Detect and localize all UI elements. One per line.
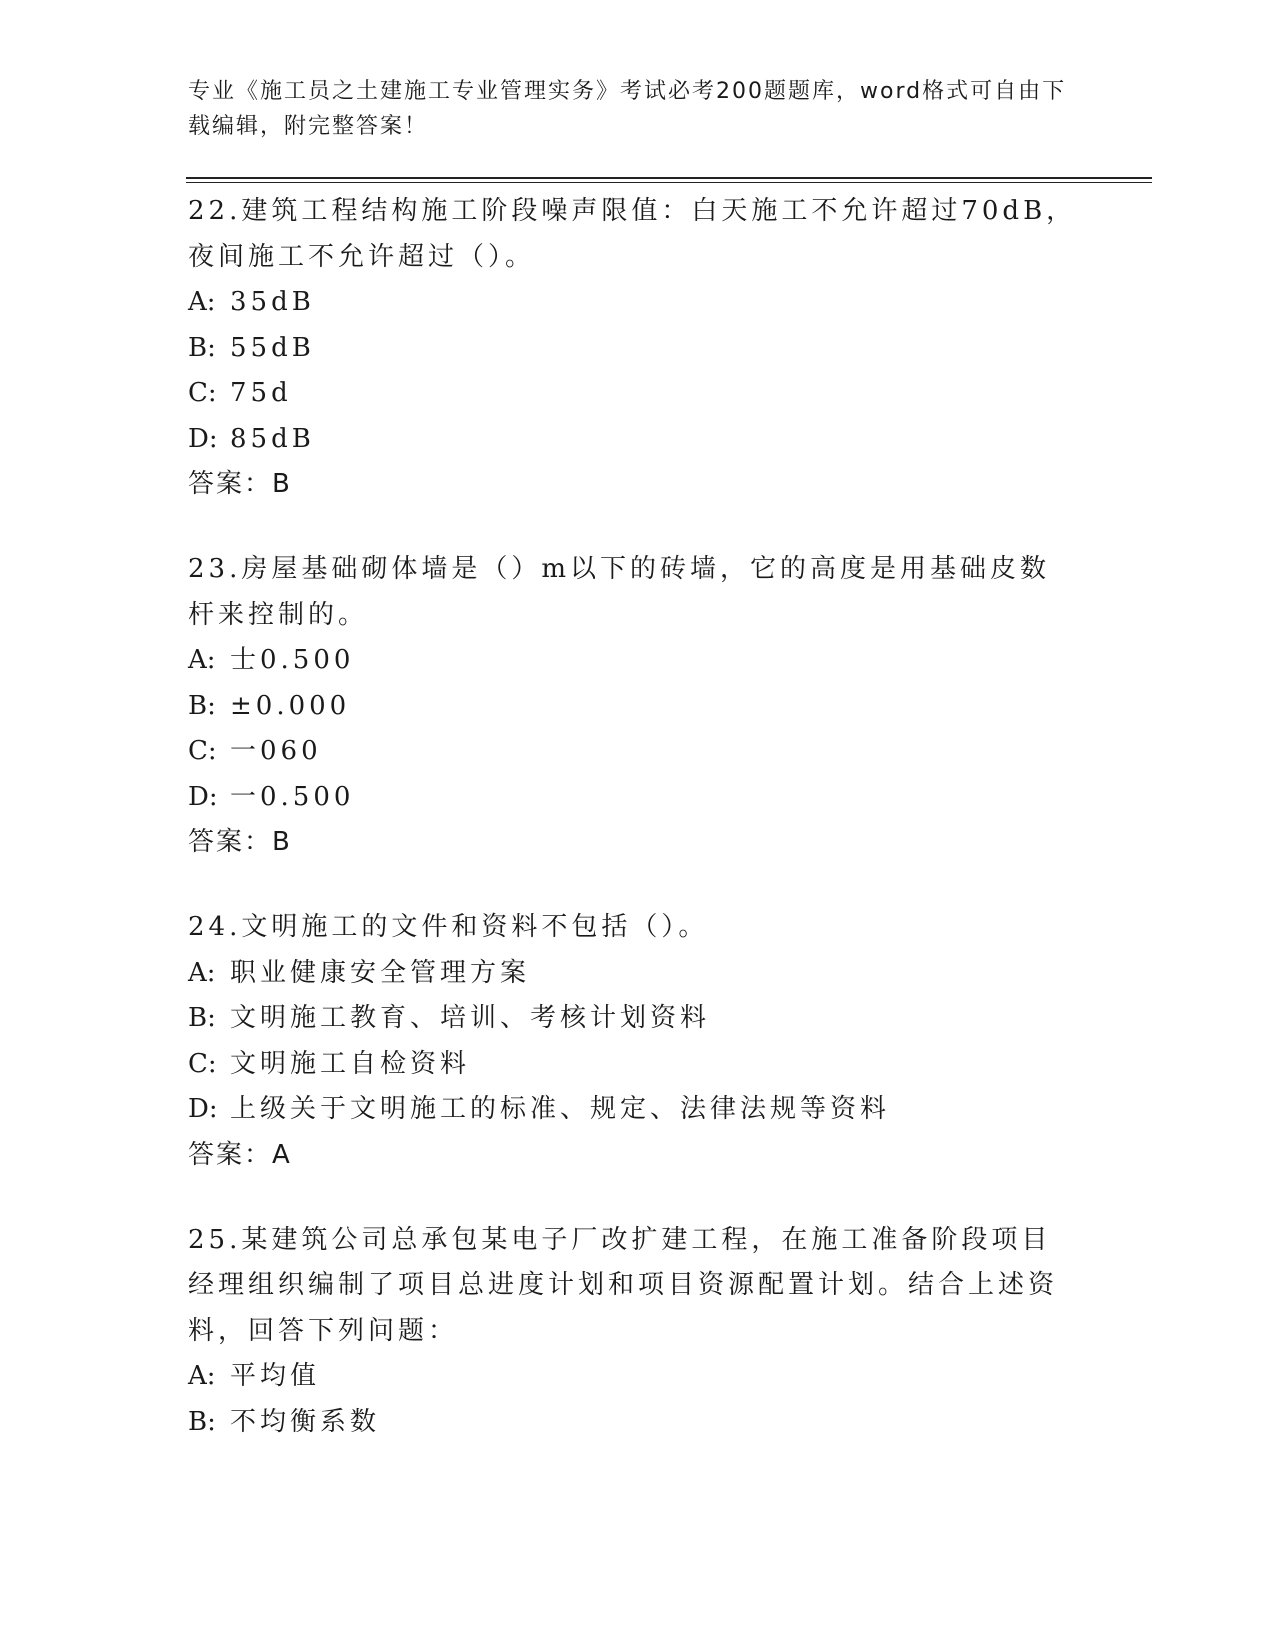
question-25 — [188, 1218, 1088, 1446]
document-header: 专业《施工员之土建施工专业管理实务》考试必考200题题库，word格式可自由下载编辑，附完整答案！ — [188, 79, 1067, 139]
option-letter: B: — [188, 1406, 216, 1437]
option-c — [188, 371, 1088, 417]
option-d — [188, 417, 1088, 463]
option-b — [188, 1400, 1088, 1446]
question-text: 24.文明施工的文件和资料不包括（）。 — [188, 912, 709, 942]
answer-line: 答案：A — [188, 1139, 292, 1170]
header-divider-thick — [186, 177, 1152, 179]
question-23 — [188, 547, 1088, 865]
option-text: ±0.000 — [230, 690, 351, 721]
header-divider-thin — [186, 182, 1152, 183]
option-b — [188, 996, 1088, 1042]
option-letter: D: — [188, 1094, 218, 1124]
option-text: 一0.500 — [230, 781, 355, 812]
option-text: 文明施工教育、培训、考核计划资料 — [230, 1003, 711, 1033]
question-text: 25.某建筑公司总承包某电子厂改扩建工程，在施工准备阶段项目经理组织编制了项目总进度计划和项目资源配置计划。结合上述资料，回答下列问题： — [188, 1224, 1059, 1346]
option-a — [188, 280, 1088, 326]
option-d — [188, 1087, 1088, 1133]
question-text: 22.建筑工程结构施工阶段噪声限值：白天施工不允许超过70dB，夜间施工不允许超过（）。 — [188, 196, 1077, 272]
option-letter: C: — [188, 736, 217, 766]
question-22 — [188, 189, 1088, 507]
option-letter: D: — [188, 781, 218, 812]
option-text: 55dB — [230, 332, 315, 363]
option-text: 士0.500 — [230, 645, 355, 675]
option-text: 文明施工自检资料 — [230, 1048, 471, 1079]
option-text: 平均值 — [230, 1361, 321, 1391]
option-letter: B: — [188, 690, 216, 721]
question-list — [188, 189, 1088, 1485]
option-c — [188, 729, 1088, 775]
option-letter: A: — [188, 957, 216, 988]
option-b — [188, 684, 1088, 730]
answer-line: 答案：B — [188, 469, 292, 499]
option-letter: C: — [188, 1048, 217, 1079]
option-letter: A: — [188, 645, 216, 675]
option-text: 上级关于文明施工的标准、规定、法律法规等资料 — [230, 1094, 891, 1124]
option-letter: A: — [188, 1361, 216, 1391]
option-text: 不均衡系数 — [230, 1406, 381, 1437]
option-text: 85dB — [230, 423, 315, 454]
option-a — [188, 638, 1088, 684]
option-letter: B: — [188, 332, 216, 363]
option-letter: B: — [188, 1003, 216, 1033]
question-text: 23.房屋基础砌体墙是（）m以下的砖墙，它的高度是用基础皮数杆来控制的。 — [188, 554, 1051, 630]
option-b — [188, 326, 1088, 372]
question-24 — [188, 905, 1088, 1178]
option-text: 75d — [230, 378, 292, 408]
option-letter: C: — [188, 378, 217, 408]
option-text: 职业健康安全管理方案 — [230, 957, 531, 988]
option-a — [188, 1354, 1088, 1400]
option-text: 35dB — [230, 287, 315, 317]
option-text: 一060 — [230, 736, 322, 766]
answer-line: 答案：B — [188, 827, 292, 857]
option-letter: D: — [188, 423, 218, 454]
option-c — [188, 1042, 1088, 1088]
option-a — [188, 951, 1088, 997]
option-letter: A: — [188, 287, 216, 317]
option-d — [188, 775, 1088, 821]
